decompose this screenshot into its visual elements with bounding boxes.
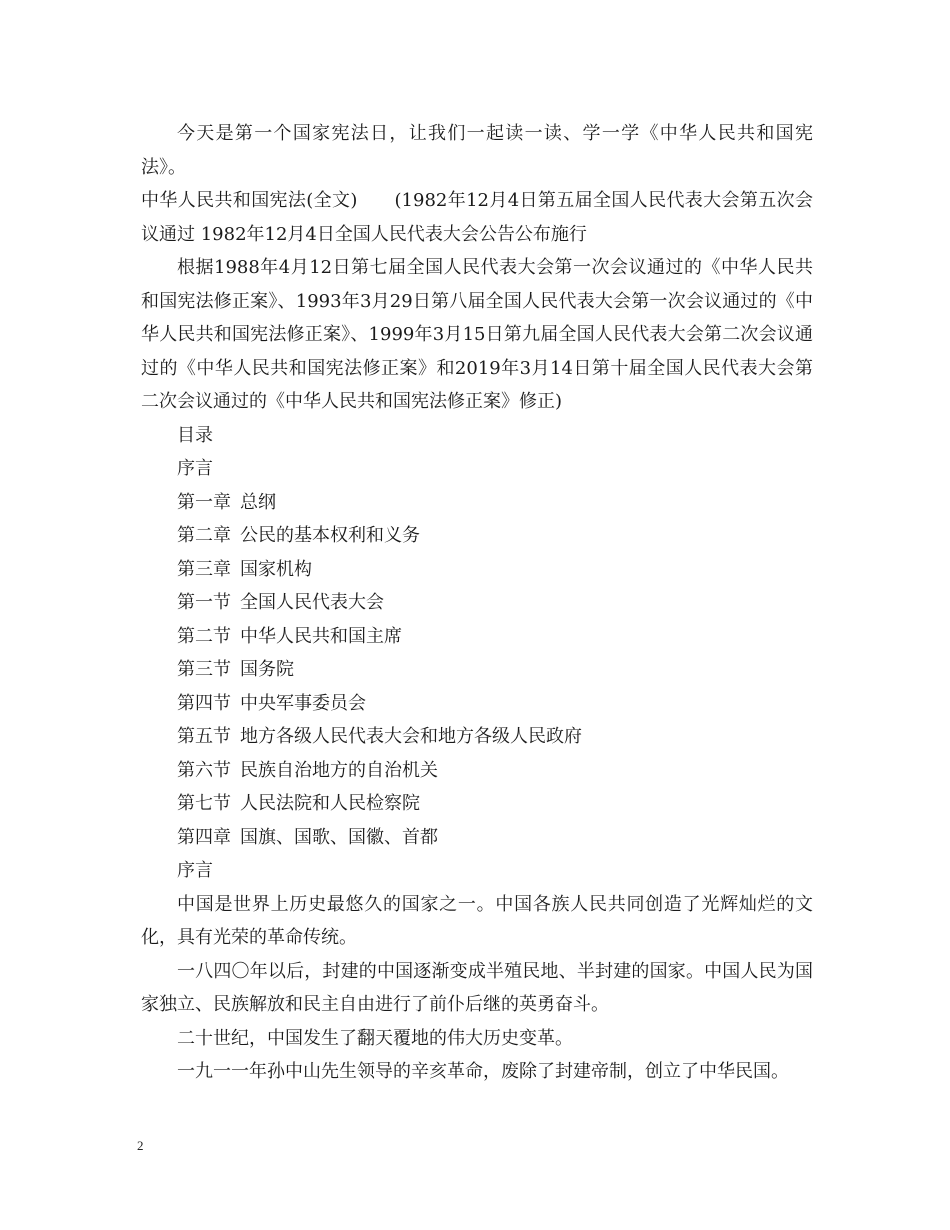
toc-item: 第四节 中央军事委员会 — [177, 692, 366, 714]
constitution-title-line: 中华人民共和国宪法(全文) (1982年12月4日第五届全国人民代表大会第五次会议通过 1982年12月4日全国人民代表大会公告公布施行 — [141, 190, 813, 245]
toc-title: 目录 — [177, 424, 213, 446]
preface-heading: 序言 — [177, 860, 213, 881]
toc-item: 第六节 民族自治地方的自治机关 — [177, 759, 438, 781]
intro-paragraph: 今天是第一个国家宪法日，让我们一起读一读、学一学《中华人民共和国宪法》。 — [141, 123, 813, 178]
toc-item: 第三章 国家机构 — [177, 558, 312, 580]
preface-paragraph: 一八四〇年以后，封建的中国逐渐变成半殖民地、半封建的国家。中国人民为国家独立、民族解放和民主自由进行了前仆后继的英勇奋斗。 — [141, 960, 813, 1015]
preface-paragraph: 二十世纪，中国发生了翻天覆地的伟大历史变革。 — [177, 1027, 573, 1049]
amendment-paragraph: 根据1988年4月12日第七届全国人民代表大会第一次会议通过的《中华人民共和国宪法修正案》、1993年3月29日第八届全国人民代表大会第一次会议通过的《中华人民共和国宪法修正案》、1999年3月15日第九届全国人民代表大会第二次会议通过的《中华人民共和国宪法修正案》和2019年3月14日第十届全国人民代表大会第二次会议通过的《中华人民共和国宪法修正案》修正) — [141, 257, 813, 412]
toc-item: 第四章 国旗、国歌、国徽、首都 — [177, 826, 438, 848]
toc-item: 序言 — [177, 458, 213, 479]
preface-paragraph: 一九一一年孙中山先生领导的辛亥革命，废除了封建帝制，创立了中华民国。 — [177, 1061, 789, 1082]
toc-item: 第五节 地方各级人民代表大会和地方各级人民政府 — [177, 726, 582, 747]
toc-item: 第二章 公民的基本权利和义务 — [177, 525, 420, 546]
document-body — [141, 117, 813, 1089]
preface-paragraph: 中国是世界上历史最悠久的国家之一。中国各族人民共同创造了光辉灿烂的文化，具有光荣的革命传统。 — [141, 893, 813, 948]
page-number: 2 — [137, 1138, 144, 1153]
table-of-contents — [141, 452, 813, 854]
toc-item: 第一章 总纲 — [177, 491, 276, 513]
toc-item: 第一节 全国人民代表大会 — [177, 592, 384, 613]
toc-item: 第七节 人民法院和人民检察院 — [177, 793, 420, 814]
toc-item: 第三节 国务院 — [177, 659, 294, 680]
toc-item: 第二节 中华人民共和国主席 — [177, 625, 402, 647]
